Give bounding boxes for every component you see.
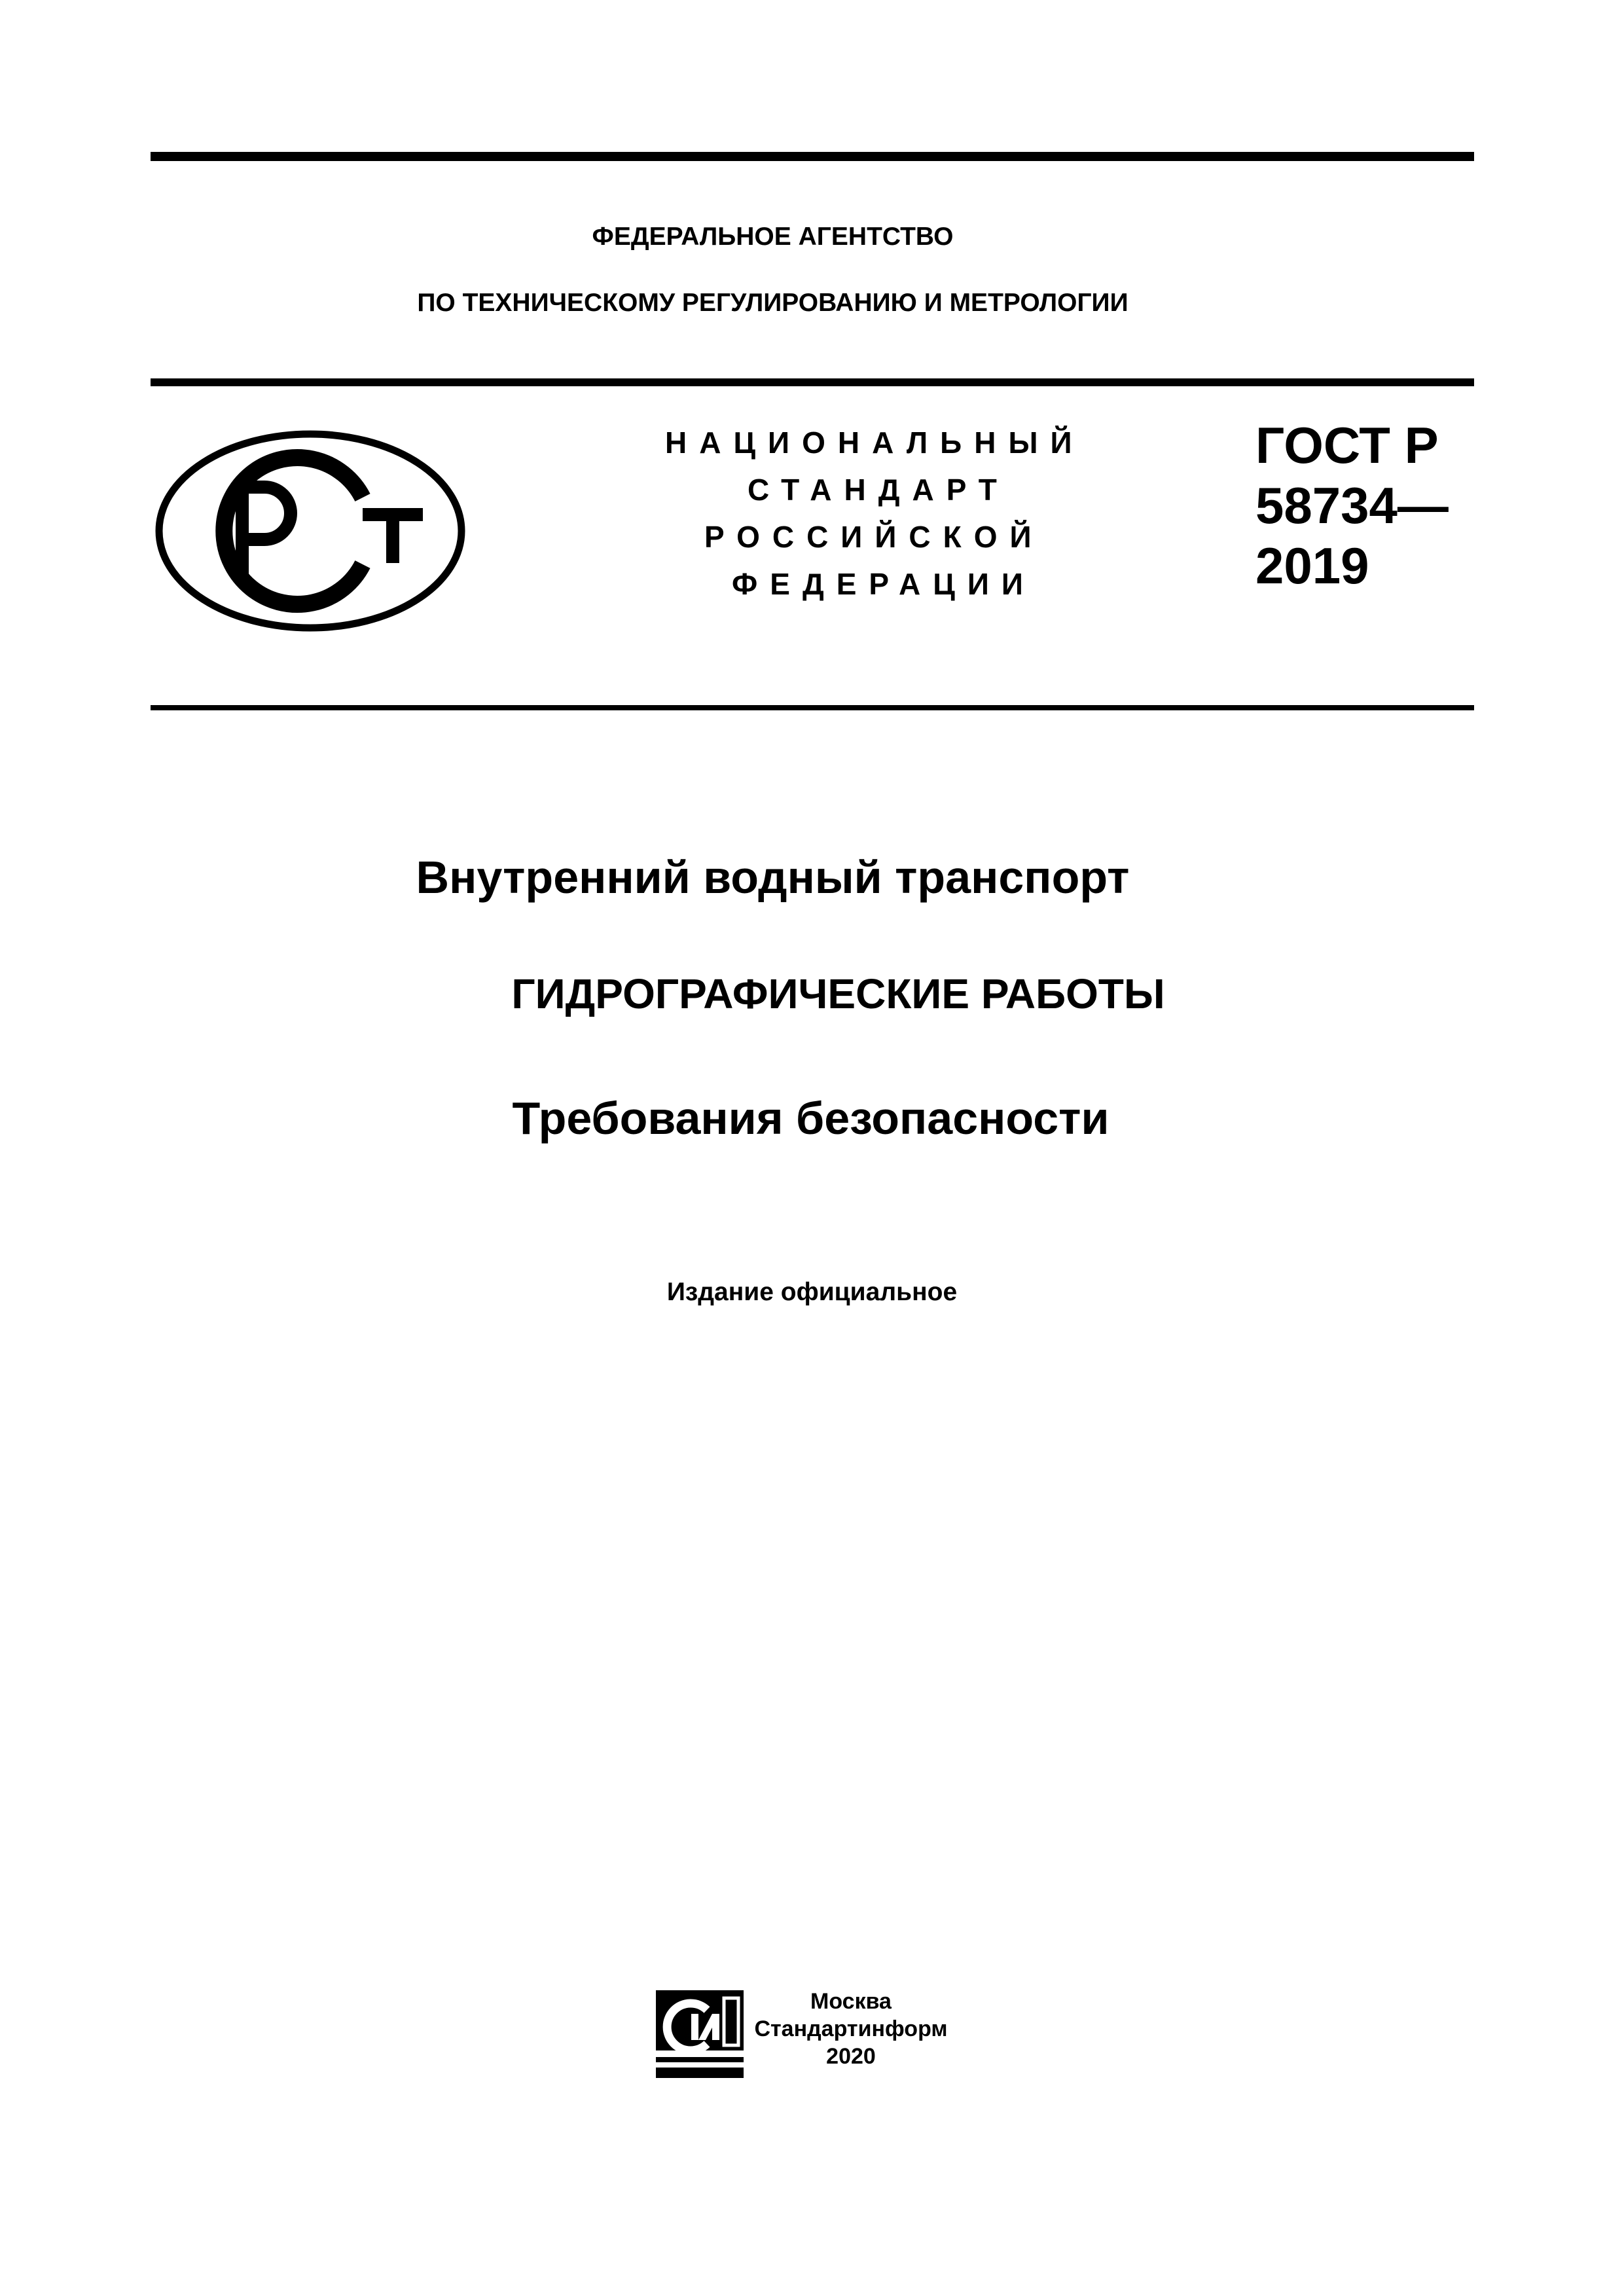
publisher-name: Стандартинформ [754,2016,948,2041]
national-standard-line-1: НАЦИОНАЛЬНЫЙ [665,426,1085,460]
publication-year: 2020 [826,2044,876,2069]
national-standard-line-2: СТАНДАРТ [748,473,1009,507]
designation-rule [151,705,1474,710]
document-subject: ГИДРОГРАФИЧЕСКИЕ РАБОТЫ [511,970,1165,1017]
designation-line-3: 2019 [1255,537,1369,594]
document-aspect: Требования безопасности [512,1093,1110,1144]
national-standard-line-4: ФЕДЕРАЦИИ [732,567,1036,601]
edition-note: Издание официальное [666,1278,958,1306]
national-standard-line-3: РОССИЙСКОЙ [704,520,1044,554]
top-rule [151,152,1474,161]
document-title: Внутренний водный транспорт [416,852,1130,903]
agency-name-line-1: ФЕДЕРАЛЬНОЕ АГЕНТСТВО [592,223,954,251]
publisher-city: Москва [810,1989,892,2014]
header-rule [151,378,1474,386]
designation-line-1: ГОСТ Р [1255,416,1439,474]
rst-logo-icon [154,429,466,632]
standartinform-logo-icon [651,1985,749,2083]
designation-line-2: 58734— [1255,477,1449,534]
publisher-imprint [753,1988,949,2070]
agency-name-line-2: ПО ТЕХНИЧЕСКОМУ РЕГУЛИРОВАНИЮ И МЕТРОЛОГИИ [417,289,1128,317]
standard-designation [1255,415,1449,596]
